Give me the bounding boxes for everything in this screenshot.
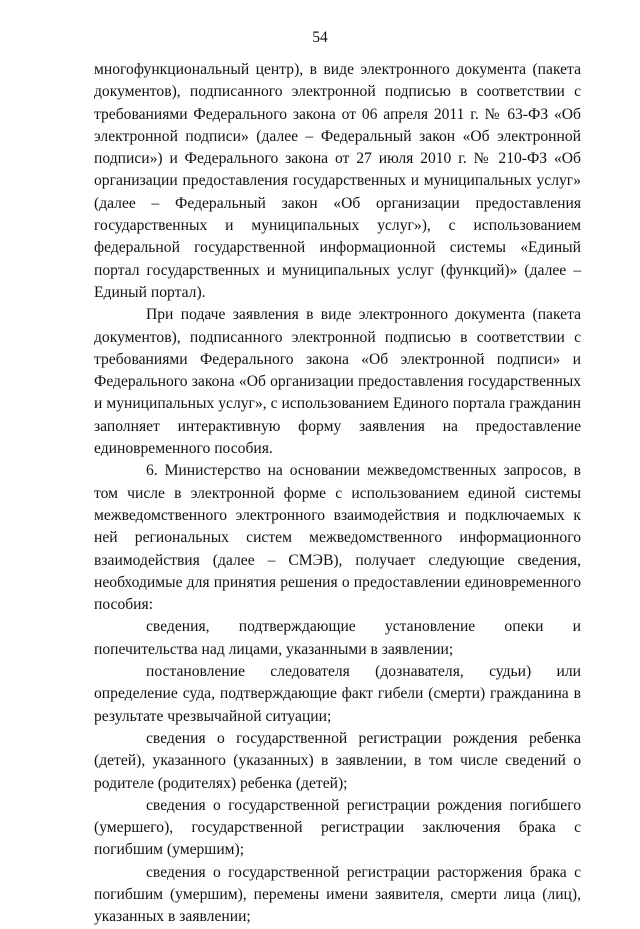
paragraph-continuation: многофункциональный центр), в виде электронного документа (пакета документов), подписанного электронной подписью в соответствии с требованиями Федерального закона от 06 апреля 2011 г. № 63-ФЗ «Об электронной подписи» (далее – Федеральный закон «Об электронной подписи») и Федерального закона от 27 июля 2010 г. № 210-ФЗ «Об организации предоставления государственных и муниципальных услуг» (далее – Федеральный закон «Об организации предоставления государственных и муниципальных услуг»), с использованием федеральной государственной информационной системы «Единый портал государственных и муниципальных услуг (функций)» (далее – Единый портал). (94, 61, 581, 301)
list-item-child-birth: сведения о государственной регистрации рождения ребенка (детей), указанного (указанных) в заявлении, в том числе сведений о родителе (родителях) ребенка (детей); (94, 729, 581, 792)
list-item-court-ruling: постановление следователя (дознавателя, судьи) или определение суда, подтверждающие факт гибели (смерти) гражданина в результате чрезвычайной ситуации; (94, 663, 581, 725)
document-body (94, 59, 581, 929)
page-number: 54 (312, 29, 328, 46)
paragraph-item-6: 6. Министерство на основании межведомственных запросов, в том числе в электронной форме с использованием единой системы межведомственного электронного взаимодействия и подключаемых к ней региональных систем межведомственного информационного взаимодействия (далее – СМЭВ), получает следующие сведения, необходимые для принятия решения о предоставлении единовременного пособия: (94, 462, 581, 614)
list-item-guardianship: сведения, подтверждающие установление опеки и попечительства над лицами, указанными в заявлении; (94, 618, 581, 658)
list-item-deceased-birth-marriage: сведения о государственной регистрации рождения погибшего (умершего), государственной регистрации заключения брака с погибшим (умершим); (94, 796, 581, 859)
list-item-divorce-name-death: сведения о государственной регистрации расторжения брака с погибшим (умершим), перемены имени заявителя, смерти лица (лиц), указанных в заявлении; (94, 863, 581, 926)
paragraph-electronic-submission: При подаче заявления в виде электронного документа (пакета документов), подписанного электронной подписью в соответствии с требованиями Федерального закона «Об электронной подписи» и Федерального закона «Об организации предоставления государственных и муниципальных услуг», с использованием Единого портала гражданин заполняет интерактивную форму заявления на предоставление единовременного пособия. (94, 306, 581, 458)
